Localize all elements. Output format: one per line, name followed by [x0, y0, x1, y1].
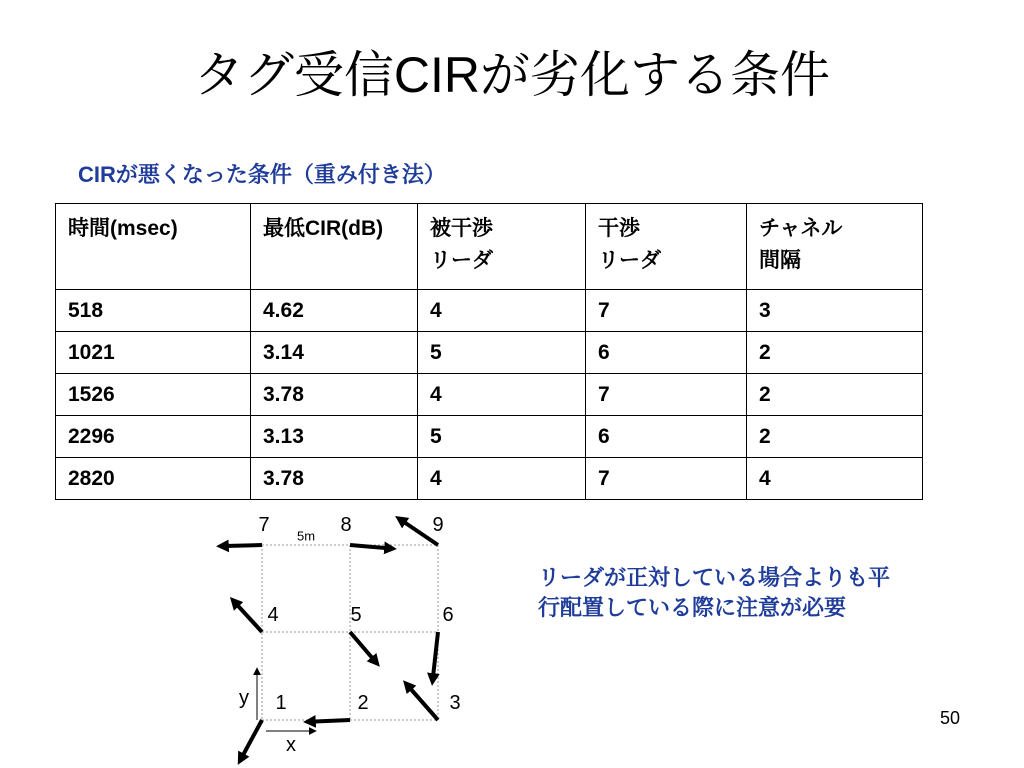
- table-cell: 1021: [56, 332, 251, 374]
- table-cell: 3.78: [251, 374, 418, 416]
- table-row: [56, 374, 923, 416]
- reader-arrow-7: [225, 545, 262, 546]
- table-cell: 5: [418, 416, 586, 458]
- table-row: [56, 332, 923, 374]
- table-cell: 7: [586, 374, 747, 416]
- x-axis-label: x: [286, 734, 296, 756]
- page-number: 50: [940, 708, 961, 728]
- reader-arrow-6: [433, 632, 438, 677]
- node-label-2: 2: [357, 692, 369, 714]
- table-cell: 4: [418, 290, 586, 332]
- table-cell: 4.62: [251, 290, 418, 332]
- slide-subtitle: CIRが悪くなった条件（重み付き法）: [78, 162, 446, 187]
- table-cell: 2820: [56, 458, 251, 500]
- table-row: [56, 416, 923, 458]
- node-label-3: 3: [449, 692, 461, 714]
- table-header-min-cir: 最低CIR(dB): [251, 204, 418, 290]
- node-label-8: 8: [340, 514, 352, 536]
- table-cell: 3: [747, 290, 923, 332]
- table-header-interfering-reader: 干渉 リーダ: [586, 204, 747, 290]
- node-label-1: 1: [275, 692, 287, 714]
- note-line: リーダが正対している場合よりも平: [538, 565, 891, 590]
- table-header-channel-spacing: チャネル 間隔: [747, 204, 923, 290]
- table-cell: 518: [56, 290, 251, 332]
- reader-layout-diagram: [200, 505, 520, 768]
- node-label-6: 6: [442, 604, 454, 626]
- table-row: [56, 458, 923, 500]
- reader-arrow-3: [409, 687, 438, 720]
- table-cell: 3.13: [251, 416, 418, 458]
- table-cell: 2: [747, 374, 923, 416]
- table-cell: 7: [586, 290, 747, 332]
- table-cell: 3.78: [251, 458, 418, 500]
- table-cell: 6: [586, 416, 747, 458]
- table-cell: 4: [747, 458, 923, 500]
- table-header-time: 時間(msec): [56, 204, 251, 290]
- table-cell: 2296: [56, 416, 251, 458]
- reader-arrow-2: [312, 720, 350, 722]
- distance-label: 5m: [296, 528, 316, 544]
- slide-title: タグ受信CIRが劣化する条件: [193, 47, 831, 103]
- table-cell: 4: [418, 458, 586, 500]
- node-label-5: 5: [350, 604, 362, 626]
- y-axis-label: y: [239, 687, 249, 709]
- node-label-7: 7: [258, 514, 270, 536]
- table-header-victim-reader: 被干渉 リーダ: [418, 204, 586, 290]
- table-cell: 2: [747, 416, 923, 458]
- table-cell: 4: [418, 374, 586, 416]
- reader-arrow-5: [350, 632, 374, 660]
- table-cell: 6: [586, 332, 747, 374]
- table-cell: 3.14: [251, 332, 418, 374]
- table-cell: 5: [418, 332, 586, 374]
- note-line: 行配置している際に注意が必要: [538, 595, 847, 620]
- reader-arrow-4: [236, 604, 262, 632]
- reader-arrow-1: [242, 720, 262, 757]
- node-label-4: 4: [267, 604, 279, 626]
- table-cell: 7: [586, 458, 747, 500]
- note-text: [538, 563, 890, 623]
- table-row: [56, 290, 923, 332]
- results-table: [55, 203, 923, 500]
- table-cell: 1526: [56, 374, 251, 416]
- table-cell: 2: [747, 332, 923, 374]
- node-label-9: 9: [432, 514, 444, 536]
- reader-arrows: [225, 521, 438, 757]
- table-header-row: [56, 204, 923, 290]
